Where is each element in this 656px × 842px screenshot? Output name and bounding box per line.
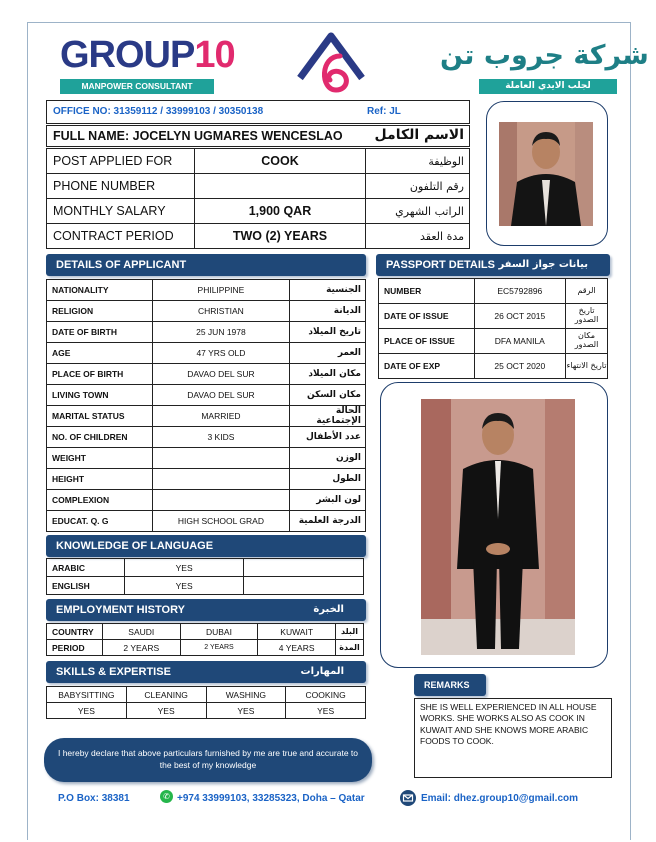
language-value: YES	[124, 559, 244, 577]
section-header-employment: EMPLOYMENT HISTORY الخبرة	[46, 599, 366, 621]
detail-label: PLACE OF BIRTH	[47, 364, 153, 385]
salary-label-ar: الراتب الشهري	[366, 199, 470, 224]
table-row	[47, 343, 366, 364]
post-value: COOK	[194, 149, 366, 174]
table-row	[47, 427, 366, 448]
table-row	[47, 385, 366, 406]
detail-label: HEIGHT	[47, 469, 153, 490]
office-bar	[46, 100, 470, 124]
language-label: ENGLISH	[47, 577, 125, 595]
detail-label: DATE OF BIRTH	[47, 322, 153, 343]
house-logo-icon	[296, 32, 366, 94]
arabic-logo: شركة جروب تن	[440, 40, 649, 71]
contract-value: TWO (2) YEARS	[194, 224, 366, 249]
portrait-photo	[499, 122, 593, 226]
passport-table	[378, 278, 608, 379]
detail-value	[152, 469, 289, 490]
skill-name: COOKING	[286, 687, 366, 703]
country-value: DUBAI	[180, 624, 258, 640]
section-header-passport: PASSPORT DETAILS بيانات جواز السفر	[376, 254, 610, 276]
detail-label-ar: الديانة	[290, 301, 366, 322]
passport-label-ar: تاريخ الصدور	[566, 304, 608, 329]
detail-label-ar: مكان السكن	[290, 385, 366, 406]
country-label-ar: البلد	[336, 624, 364, 640]
detail-value	[152, 448, 289, 469]
section-header-remarks: REMARKS	[414, 674, 486, 696]
detail-label: EDUCAT. Q. G	[47, 511, 153, 532]
arabic-logo-subtitle: لجلب الايدي العاملة	[479, 79, 617, 94]
table-row	[47, 703, 366, 719]
detail-value	[152, 490, 289, 511]
detail-label-ar: الطول	[290, 469, 366, 490]
details-table	[46, 279, 366, 532]
email-icon	[400, 790, 416, 806]
detail-value: DAVAO DEL SUR	[152, 385, 289, 406]
detail-label: NO. OF CHILDREN	[47, 427, 153, 448]
table-row	[47, 322, 366, 343]
section-header-skills: SKILLS & EXPERTISE المهارات	[46, 661, 366, 683]
skill-value: YES	[126, 703, 206, 719]
language-label: ARABIC	[47, 559, 125, 577]
period-label-ar: المدة	[336, 640, 364, 656]
table-row	[47, 364, 366, 385]
table-row	[379, 304, 608, 329]
detail-label-ar: الدرجة العلمية	[290, 511, 366, 532]
skill-name: WASHING	[206, 687, 286, 703]
reference: Ref: JL	[367, 106, 401, 117]
salary-label: MONTHLY SALARY	[47, 199, 195, 224]
table-row	[47, 301, 366, 322]
portrait-photo-frame	[486, 101, 608, 246]
detail-label: RELIGION	[47, 301, 153, 322]
contract-label: CONTRACT PERIOD	[47, 224, 195, 249]
country-value: SAUDI	[102, 624, 180, 640]
section-header-language: KNOWLEDGE OF LANGUAGE	[46, 535, 366, 557]
logo-subtitle: MANPOWER CONSULTANT	[60, 79, 214, 94]
table-row	[47, 224, 470, 249]
email-link[interactable]: Email: dhez.group10@gmail.com	[421, 793, 579, 804]
detail-label: NATIONALITY	[47, 280, 153, 301]
table-row	[47, 199, 470, 224]
full-name-ar: الاسم الكامل	[374, 127, 464, 143]
phone-label-ar: رقم التلفون	[366, 174, 470, 199]
table-row	[47, 406, 366, 427]
table-row	[47, 448, 366, 469]
table-row	[47, 624, 364, 640]
detail-label-ar: الجنسية	[290, 280, 366, 301]
country-value: KUWAIT	[258, 624, 336, 640]
table-row	[47, 174, 470, 199]
detail-label-ar: الوزن	[290, 448, 366, 469]
detail-value: CHRISTIAN	[152, 301, 289, 322]
post-label-ar: الوظيفة	[366, 149, 470, 174]
employment-table	[46, 623, 364, 656]
passport-label-ar: الرقم	[566, 279, 608, 304]
whatsapp-icon: ✆	[160, 790, 173, 803]
phone-numbers: +974 33999103, 33285323, Doha – Qatar	[177, 793, 365, 804]
language-table	[46, 558, 364, 595]
skill-name: BABYSITTING	[47, 687, 127, 703]
table-row	[47, 577, 364, 595]
table-row	[47, 280, 366, 301]
skill-name: CLEANING	[126, 687, 206, 703]
table-row	[47, 469, 366, 490]
table-row	[47, 490, 366, 511]
passport-value: DFA MANILA	[474, 329, 566, 354]
phone-value	[194, 174, 366, 199]
declaration: I hereby declare that above particulars furnished by me are true and accurate to the best of my knowledge	[44, 738, 372, 782]
detail-value: 47 YRS OLD	[152, 343, 289, 364]
detail-value: MARRIED	[152, 406, 289, 427]
detail-value: 25 JUN 1978	[152, 322, 289, 343]
detail-label-ar: العمر	[290, 343, 366, 364]
skill-value: YES	[286, 703, 366, 719]
skills-table	[46, 686, 366, 719]
period-value: 2 YEARS	[102, 640, 180, 656]
language-value: YES	[124, 577, 244, 595]
passport-label-ar: تاريخ الانتهاء	[566, 354, 608, 379]
po-box: P.O Box: 38381	[58, 793, 130, 804]
passport-label-ar: مكان الصدور	[566, 329, 608, 354]
passport-value: EC5792896	[474, 279, 566, 304]
table-row	[47, 511, 366, 532]
skill-value: YES	[206, 703, 286, 719]
section-header-details: DETAILS OF APPLICANT	[46, 254, 366, 276]
full-name-row	[46, 125, 470, 147]
passport-value: 26 OCT 2015	[474, 304, 566, 329]
passport-label: DATE OF EXP	[379, 354, 475, 379]
detail-label: MARITAL STATUS	[47, 406, 153, 427]
contract-label-ar: مدة العقد	[366, 224, 470, 249]
skill-value: YES	[47, 703, 127, 719]
table-row	[379, 354, 608, 379]
detail-label: WEIGHT	[47, 448, 153, 469]
table-row	[47, 687, 366, 703]
detail-label-ar: الحالة الإجتماعية	[290, 406, 366, 427]
salary-value: 1,900 QAR	[194, 199, 366, 224]
full-body-photo-frame	[380, 382, 608, 668]
period-value: 4 YEARS	[258, 640, 336, 656]
remarks-text: SHE IS WELL EXPERIENCED IN ALL HOUSE WORKS. SHE WORKS ALSO AS COOK IN KUWAIT AND SHE KNOWS MORE ARABIC FOODS TO COOK.	[414, 698, 612, 778]
detail-label-ar: تاريخ الميلاد	[290, 322, 366, 343]
table-row	[47, 149, 470, 174]
country-label: COUNTRY	[47, 624, 103, 640]
detail-label: COMPLEXION	[47, 490, 153, 511]
passport-value: 25 OCT 2020	[474, 354, 566, 379]
passport-label: NUMBER	[379, 279, 475, 304]
detail-value: DAVAO DEL SUR	[152, 364, 289, 385]
detail-label: AGE	[47, 343, 153, 364]
passport-label: DATE OF ISSUE	[379, 304, 475, 329]
group10-logo: GROUP10	[60, 34, 235, 76]
full-body-photo	[421, 399, 575, 655]
detail-label-ar: لون البشر	[290, 490, 366, 511]
detail-value: PHILIPPINE	[152, 280, 289, 301]
post-table	[46, 148, 470, 249]
passport-label: PLACE OF ISSUE	[379, 329, 475, 354]
post-label: POST APPLIED FOR	[47, 149, 195, 174]
phone-label: PHONE NUMBER	[47, 174, 195, 199]
detail-label-ar: عدد الأطفال	[290, 427, 366, 448]
full-name: FULL NAME: JOCELYN UGMARES WENCESLAO	[53, 129, 343, 143]
table-row	[379, 279, 608, 304]
table-row	[379, 329, 608, 354]
table-row	[47, 559, 364, 577]
detail-label-ar: مكان الميلاد	[290, 364, 366, 385]
detail-label: LIVING TOWN	[47, 385, 153, 406]
detail-value: HIGH SCHOOL GRAD	[152, 511, 289, 532]
period-value: 2 YEARS	[180, 640, 258, 656]
period-label: PERIOD	[47, 640, 103, 656]
office-numbers: OFFICE NO: 31359112 / 33999103 / 30350138	[53, 106, 264, 117]
detail-value: 3 KIDS	[152, 427, 289, 448]
table-row	[47, 640, 364, 656]
